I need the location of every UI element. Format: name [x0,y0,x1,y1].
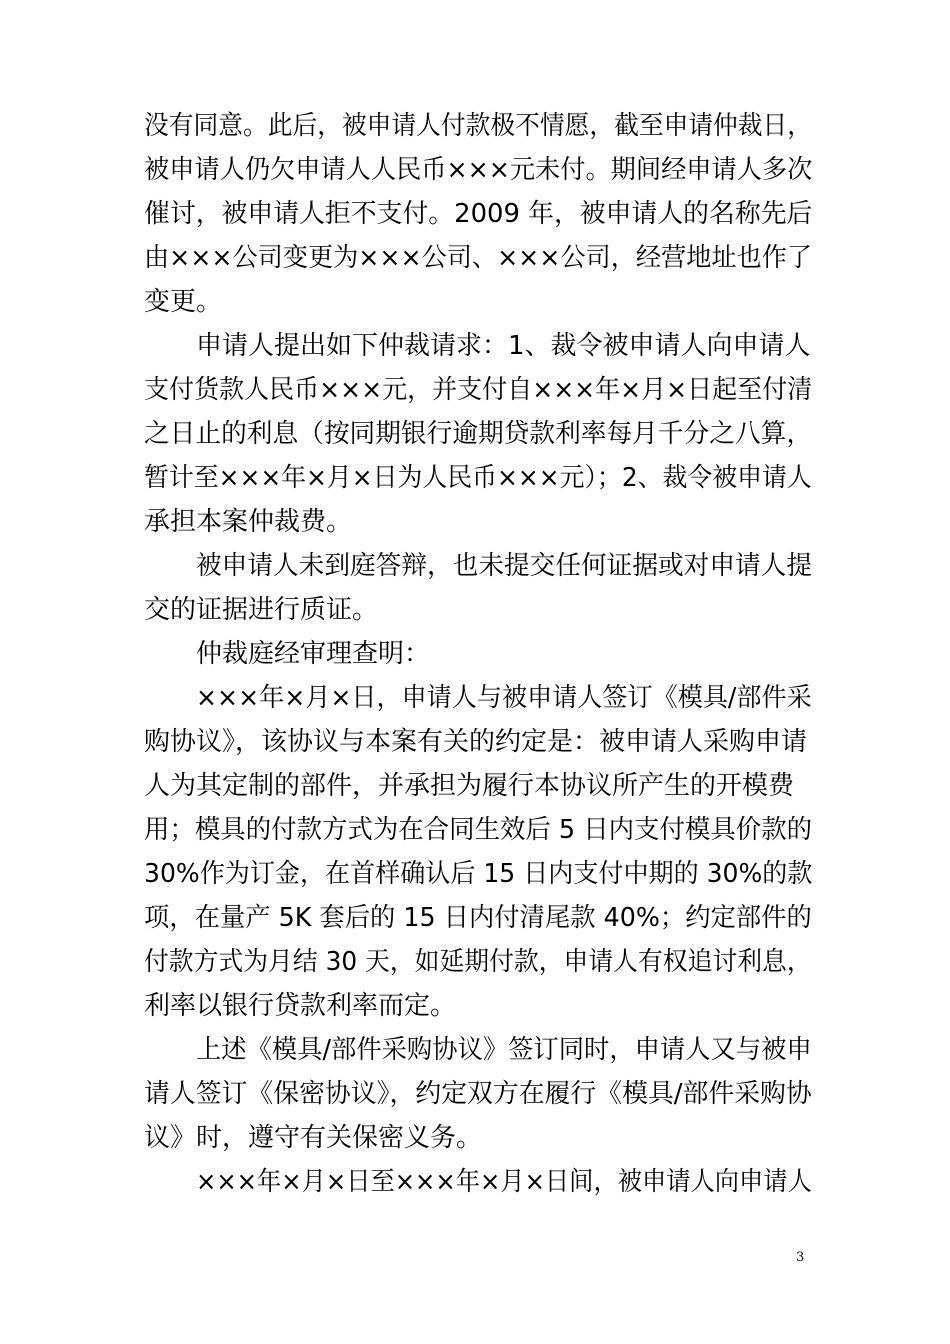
paragraph-line: 被申请人仍欠申请人人民币×××元未付。期间经申请人多次 [144,155,813,185]
paragraph-line: 用；模具的付款方式为在合同生效后 5 日内支付模具价款的 [144,815,813,845]
paragraph-line: 人为其定制的部件，并承担为履行本协议所产生的开模费 [144,771,795,801]
paragraph-line: 交的证据进行质证。 [144,595,379,625]
paragraph-line: 支付货款人民币×××元，并支付自×××年×月×日起至付清 [144,375,813,405]
paragraph-line: 变更。 [144,287,223,317]
section-heading: 仲裁庭经审理查明： [196,639,431,669]
paragraph-line: 付款方式为月结 30 天，如延期付款，申请人有权追讨利息， [144,947,812,977]
paragraph-line: 请人签订《保密协议》，约定双方在履行《模具/部件采购协 [144,1079,812,1109]
paragraph-line: 购协议》，该协议与本案有关的约定是：被申请人采购申请 [144,727,808,757]
paragraph-line: 议》时，遵守有关保密义务。 [144,1123,483,1153]
paragraph-line: 承担本案仲裁费。 [144,507,353,537]
paragraph-line: ×××年×月×日至×××年×月×日间，被申请人向申请人 [196,1167,812,1197]
paragraph-line: 利率以银行贷款利率而定。 [144,991,457,1021]
paragraph-line: 没有同意。此后，被申请人付款极不情愿，截至申请仲裁日， [144,111,813,141]
paragraph-line: ×××年×月×日，申请人与被申请人签订《模具/部件采 [196,683,812,713]
paragraph-line: 申请人提出如下仲裁请求：1、裁令被申请人向申请人 [196,331,811,361]
paragraph-line: 催讨，被申请人拒不支付。2009 年，被申请人的名称先后 [144,199,813,229]
paragraph-line: 之日止的利息（按同期银行逾期贷款利率每月千分之八算， [144,419,813,449]
paragraph-line: 暂计至×××年×月×日为人民币×××元）；2、裁令被申请人 [144,463,812,493]
paragraph-line: 上述《模具/部件采购协议》签订同时，申请人又与被申 [196,1035,812,1065]
paragraph-line: 30%作为订金，在首样确认后 15 日内支付中期的 30%的款 [144,859,813,889]
paragraph-line: 项，在量产 5K 套后的 15 日内付清尾款 40%；约定部件的 [144,903,812,933]
paragraph-line: 由×××公司变更为×××公司、×××公司，经营地址也作了 [144,243,813,273]
page-number: 3 [796,1250,805,1265]
paragraph-line: 被申请人未到庭答辩，也未提交任何证据或对申请人提 [196,551,813,581]
